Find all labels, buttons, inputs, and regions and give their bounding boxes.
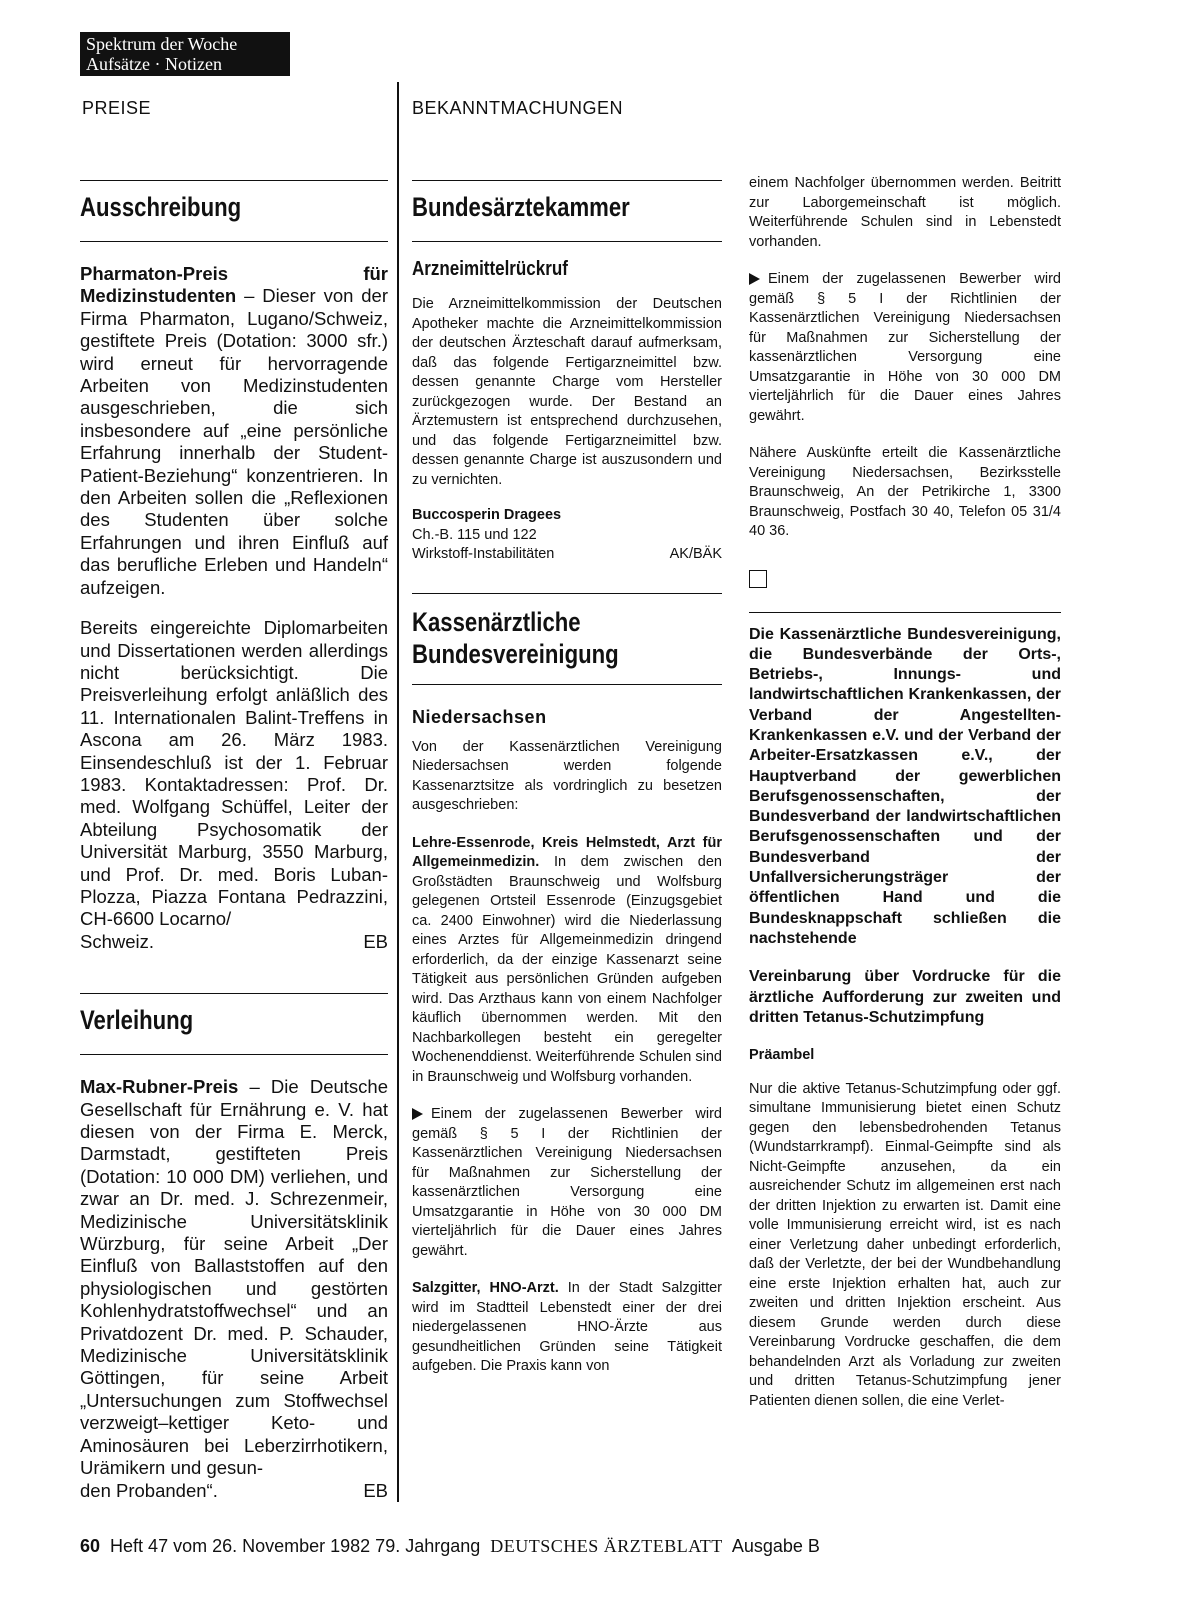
guarantee-text: Einem der zugelassenen Bewerber wird gemäß § 5 I der Richtlinien der Kassenärztlichen Vereinigung Niedersachsen für Maßnahmen zur Sicherstellung der kassenärztlichen Versorgung eine Umsatzgarantie in Höhe von 30 000 DM vierteljährlich für die Dauer eines Jahres gewährt.: [412, 1106, 722, 1259]
triangle-bullet-icon: [412, 1108, 423, 1120]
article-rubner: [80, 1076, 388, 1479]
rule: [412, 180, 722, 181]
page-number: 60: [80, 1536, 101, 1556]
signature-line: [80, 931, 388, 953]
article-body: In dem zwischen den Großstädten Braunschweig und Wolfsburg gelegenen Ortsteil Essenrode (Einzugsgebiet ca. 2400 Einwohner) wird die Niederlassung eines Arztes für Allgemeinmedizin dringend erforderlich, da der einzige Kassenarzt seine Tätigkeit aus persönlichen Gründen aufgeben wird. Das Arzthaus kann von einem Nachfolger käuflich übernommen werden. Mit den Nachbarkollegen besteht ein geregelter Wochenenddienst. Weiterführende Schulen sind in Braunschweig und Wolfsburg vorhanden.: [412, 854, 722, 1085]
issue-info: Heft 47 vom 26. November 1982 79. Jahrgang: [110, 1536, 481, 1556]
nds-intro: Von der Kassenärztlichen Vereinigung Niedersachsen werden folgende Kassenarztsitze als vordringlich zu besetzen ausgeschrieben:: [412, 738, 722, 813]
last-line: den Probanden“.: [80, 1479, 218, 1501]
heading-niedersachsen: Niedersachsen: [412, 706, 547, 727]
article-body: – Die Deutsche Gesellschaft für Ernährung e. V. hat diesen von der Firma E. Merck, Darmstadt, gestifteten Preis (Dotation: 10 000 DM) verliehen, und zwar an Dr. med. J. Schrezenmeir, Medizinische Universitätsklinik Würzburg, für seine Arbeit „Der Einfluß von Ballaststoffen auf den physiologischen und gestörten Kohlenhydratstoffwechsel“ und an Privatdozent Dr. med. P. Schauder, Medizinische Universitätsklinik Göttingen, für seine Arbeit „Untersuchungen zum Stoffwechsel verzweigt–kettiger Keto- und Aminosäuren bei Leberzirrhotikern, Urämikern und gesun-: [80, 1076, 388, 1479]
rule: [80, 180, 388, 181]
heading-kbv: [412, 606, 722, 670]
signature: EB: [363, 930, 388, 952]
agreement-title: Vereinbarung über Vordrucke für die ärztliche Aufforderung zur zweiten und dritten Tetanus-Schutzimpfung: [749, 968, 1061, 1026]
heading-arzneimittelrueckruf: Arzneimittelrückruf: [412, 258, 568, 280]
rule: [412, 593, 722, 594]
article-lead: Max-Rubner-Preis: [80, 1076, 239, 1098]
article-pharmaton: [80, 263, 388, 599]
journal-name: DEUTSCHES ÄRZTEBLATT: [490, 1536, 723, 1556]
page-footer: [80, 1536, 820, 1557]
last-line: Schweiz.: [80, 930, 155, 952]
article-pharmaton-p2: Bereits eingereichte Diplomarbeiten und Dissertationen werden allerdings nicht berücksichtigt. Die Preisverleihung erfolgt anläßlich des 11. Internationalen Balint-Treffens in Ascona am 26. März 1983. Einsendeschluß ist der 1. Februar 1983. Kontaktadressen: Prof. Dr. med. Wolfgang Schüffel, Leiter der Abteilung Psychosomatik der Universität Marburg, 3550 Marburg, und Prof. Dr. med. Boris Luban-Plozza, Piazza Fontana Pedrazzini, CH-6600 Locarno/: [80, 617, 388, 930]
column-baek: [412, 180, 722, 1377]
drug-reason-line: [412, 545, 722, 565]
section-label-preise: PREISE: [82, 98, 152, 118]
triangle-bullet-icon: [749, 273, 760, 285]
signature: EB: [363, 1479, 388, 1501]
column-preise: [80, 180, 388, 1502]
article-rueckruf: Die Arzneimittelkommission der Deutschen Apotheker machte die Arzneimittelkommission der deutschen Ärzteschaft darauf aufmerksam, daß das folgende Fertigarzneimittel bzw. dessen genannte Charge vom Hersteller zurückgezogen wurde. Der Bestand an Ärztemustern ist entsprechend durchzusehen, und das folgende Fertigarzneimittel bzw. dessen genannte Charge ist auszusondern und zu vernichten.: [412, 296, 722, 488]
heading-verleihung: Verleihung: [80, 1005, 194, 1036]
heading-bundesaerztekammer: Bundesärztekammer: [412, 192, 630, 222]
guarantee-note: [749, 270, 1061, 426]
rule: [749, 612, 1061, 613]
article-lead: Salzgitter, HNO-Arzt.: [412, 1280, 559, 1296]
rule: [80, 993, 388, 994]
masthead-line2: Aufsätze · Notizen: [86, 54, 222, 74]
article-body: – Dieser von der Firma Pharmaton, Lugano/Schweiz, gestiftete Preis (Dotation: 3000 sfr.) wird erneut für hervorragende Arbeiten von Medizinstudenten ausgeschrieben, die sich insbesondere auf „eine persönliche Erfahrung innerhalb der Student-Patient-Beziehung“ konzentrieren. In den Arbeiten sollen die „Reflexionen des Studenten über solche Erfahrungen und ihren Einfluß auf das berufliche Erleben und Handeln“ aufzeigen.: [80, 285, 388, 598]
drug-name: Buccosperin Dragees: [412, 507, 562, 523]
end-mark-square-icon: [749, 570, 767, 588]
rule: [80, 241, 388, 242]
heading-kbv-line2: Bundesvereinigung: [412, 638, 619, 669]
rule: [412, 241, 722, 242]
article-lead: Pharmaton-Preis für Medizinstudenten: [80, 263, 388, 307]
rule: [412, 684, 722, 685]
article-lead: Lehre-Essenrode, Kreis Helmstedt, Arzt für Allgemeinmedizin.: [412, 834, 722, 870]
masthead-line1: Spektrum der Woche: [86, 34, 238, 54]
guarantee-text: Einem der zugelassenen Bewerber wird gemäß § 5 I der Richtlinien der Kassenärztlichen Vereinigung Niedersachsen für Maßnahmen zur Sicherstellung der kassenärztlichen Versorgung eine Umsatzgarantie in Höhe von 30 000 DM vierteljährlich für die Dauer eines Jahres gewährt.: [749, 271, 1061, 424]
info-contact: Nähere Auskünfte erteilt die Kassenärztliche Vereinigung Niedersachsen, Bezirksstelle Braunschweig, An der Petrikirche 1, 3300 Braunschweig, Postfach 30 40, Telefon 05 31/4 40 36.: [749, 445, 1061, 539]
heading-kbv-line1: Kassenärztliche: [412, 606, 581, 637]
masthead: [80, 32, 290, 76]
article-body: In der Stadt Salzgitter wird im Stadtteil Lebenstedt einer der drei niedergelassenen HNO-Ärzte aus gesundheitlichen Gründen seine Tätigkeit aufgeben. Die Praxis kann von: [412, 1280, 723, 1374]
heading-praeambel: Präambel: [749, 1047, 815, 1064]
column-kbv: [749, 174, 1061, 1411]
article-lehre: [412, 834, 722, 1088]
signature: AK/BÄK: [669, 546, 722, 562]
column-divider: [397, 82, 399, 1502]
signature-line: [80, 1480, 388, 1502]
guarantee-note: [412, 1105, 722, 1261]
rule: [80, 1054, 388, 1055]
praeambel-text: Nur die aktive Tetanus-Schutzimpfung oder ggf. simultane Immunisierung bietet einen Schutz gegen den lebensbedrohenden Tetanus (Wundstarrkrampf). Einmal-Geimpfte sind als Nicht-Geimpfte anzusehen, da ein ausreichender Schutz im allgemeinen erst nach der dritten Injektion zu erwarten ist. Damit eine volle Immunisierung erreicht wird, ist es nach einer Verletzung daher unbedingt erforderlich, daß der Verletzte, der bei der Wundbehandlung eine erste Injektion erhalten hat, auch zur zweiten und dritten Injektion erscheint. Aus diesem Grunde werden durch diese Vereinbarung Vordrucke geschaffen, die dem behandelnden Arzt als Vorladung zur zweiten und dritten Tetanus-Schutzimpfung jener Patienten dienen sollen, die eine Verlet-: [749, 1080, 1061, 1409]
edition: Ausgabe B: [731, 1536, 820, 1556]
section-label-bekanntmachungen: BEKANNTMACHUNGEN: [412, 98, 624, 118]
drug-reason: Wirkstoff-Instabilitäten: [412, 546, 555, 562]
drug-batch: Ch.-B. 115 und 122: [412, 526, 537, 543]
article-salzgitter: [412, 1279, 722, 1377]
agreement-parties: Die Kassenärztliche Bundesvereinigung, die Bundesverbände der Orts-, Betriebs-, Innungs- und landwirtschaftlichen Krankenkassen, der Verband der Angestellten-Krankenkassen e.V. und der Verband der Arbeiter-Ersatzkassen e.V., der Hauptverband der gewerblichen Berufsgenossenschaften, der Bundesverband der landwirtschaftlichen Berufsgenossenschaften und der Bundesverband der Unfallversicherungsträger der öffentlichen Hand und die Bundesknappschaft schließen die nachstehende: [749, 625, 1061, 947]
article-continuation: einem Nachfolger übernommen werden. Beitritt zur Laborgemeinschaft ist möglich. Weiterführende Schulen sind in Lebenstedt vorhanden.: [749, 175, 1061, 250]
heading-ausschreibung: Ausschreibung: [80, 192, 242, 222]
